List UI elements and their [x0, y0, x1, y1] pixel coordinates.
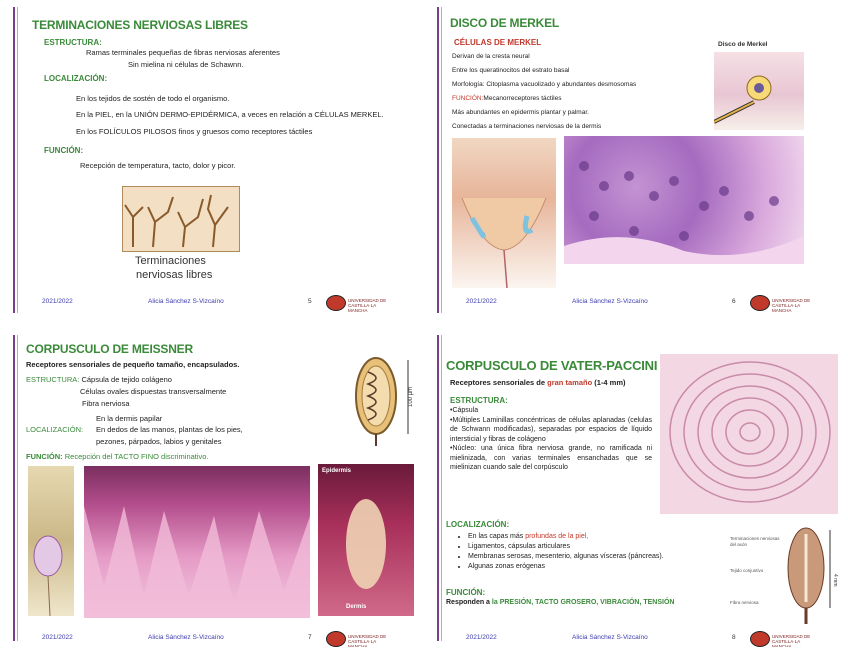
estructura-line: Fibra nerviosa: [82, 399, 130, 408]
nerve-branches-drawing: [123, 187, 239, 251]
footer-page-number: 8: [732, 634, 736, 641]
footer-page-number: 6: [732, 298, 736, 305]
estructura-row: [26, 375, 172, 385]
footer-year: 2021/2022: [42, 634, 73, 641]
slide-accent-bar: [13, 335, 15, 641]
footer-year: 2021/2022: [42, 298, 73, 305]
estructura-label: ESTRUCTURA:: [44, 38, 102, 47]
free-nerve-endings-figure: [122, 186, 240, 252]
slide-footer: [8, 631, 420, 645]
text-highlight: la PRESIÓN, TACTO GROSERO, VIBRACIÓN, TENSIÓN: [491, 599, 675, 606]
text-line: Más abundantes en epidermis plantar y palmar.: [452, 109, 589, 116]
estructura-label: ESTRUCTURA:: [450, 396, 508, 405]
text-line: [450, 378, 626, 388]
list-item: • En las capas más profundas de la piel,: [468, 532, 664, 542]
cell-nuclei: [564, 136, 804, 264]
estructura-line: Cápsula de tejido colágeno: [81, 375, 172, 384]
footer-year: 2021/2022: [466, 634, 497, 641]
slide-accent-bar-gold: [441, 335, 442, 641]
slide-title: TERMINACIONES NERVIOSAS LIBRES: [32, 18, 248, 32]
slide-footer: [432, 631, 844, 645]
footer-author: Alicia Sánchez S-Vizcaíno: [572, 298, 648, 305]
scale-label: 100 µm: [408, 386, 414, 407]
text-line: Conectadas a terminaciones nerviosas de la dermis: [452, 123, 602, 130]
estructura-line: Sin mielina ni células de Schawnn.: [128, 60, 244, 69]
funcion-row: [26, 452, 209, 462]
text-line: Derivan de la cresta neural: [452, 53, 530, 60]
localizacion-label: LOCALIZACIÓN:: [446, 520, 510, 529]
text-highlight: gran tamaño: [547, 378, 593, 387]
footer-author: Alicia Sánchez S-Vizcaíno: [148, 298, 224, 305]
slide-8[interactable]: [432, 332, 844, 647]
loc-line: En dedos de las manos, plantas de los pies,: [96, 425, 243, 434]
epidermis-label: Epidermis: [322, 468, 352, 474]
slide-accent-bar: [437, 7, 439, 313]
slide-title: CORPUSCULO DE MEISSNER: [26, 342, 193, 356]
loc-line: En los FOLÍCULOS PILOSOS finos y gruesos como receptores táctiles: [76, 127, 313, 136]
list-item: • Ligamentos, cápsulas articulares: [468, 542, 664, 552]
slide-footer: [432, 295, 844, 313]
loc-line: En los tejidos de sostén de todo el organismo.: [76, 94, 230, 103]
funcion-line: [446, 598, 674, 608]
diagram-label: Fibra nerviosa: [730, 600, 759, 605]
university-logo-icon: [326, 295, 346, 311]
university-logo-icon: [326, 631, 346, 647]
scale-label: 4 mm: [832, 574, 838, 587]
dermis-label: Dermis: [346, 604, 367, 610]
slide-accent-bar-gold: [17, 335, 18, 641]
funcion-label: FUNCIÓN:: [44, 146, 84, 155]
meissner-papilla-image: [318, 464, 414, 616]
estructura-line: Ramas terminales pequeñas de fibras nerviosas aferentes: [86, 48, 280, 57]
merkel-disc-diagram: [714, 52, 804, 130]
text-part: Receptores sensoriales de: [450, 378, 548, 387]
meissner-corpuscle-diagram: [348, 352, 418, 446]
meissner-small-image: [28, 466, 74, 616]
slide-5[interactable]: [8, 4, 420, 319]
merkel-skin-illustration: [452, 138, 556, 288]
slide-accent-bar: [13, 7, 15, 313]
merkel-cells-label: CÉLULAS DE MERKEL: [454, 38, 542, 47]
loc-line: pezones, párpados, labios y genitales: [96, 437, 222, 446]
loc-line: En la dermis papilar: [96, 414, 163, 423]
slide-6[interactable]: [432, 4, 844, 319]
slide-title: DISCO DE MERKEL: [450, 16, 560, 30]
meissner-histology-image: [84, 466, 310, 618]
slide-accent-bar-gold: [17, 7, 18, 313]
estructura-block: [450, 406, 652, 473]
estructura-line: •Núcleo: una única fibra nerviosa grande, no ramificada ni mielinizada, con varias terminales ensanchadas que se mielinizan cuando sale del corpúsculo: [450, 445, 652, 471]
funcion-label: FUNCIÓN:: [452, 95, 484, 102]
funcion-text: Mecanorreceptores táctiles: [483, 95, 562, 102]
university-logo-icon: [750, 631, 770, 647]
footer-page-number: 7: [308, 634, 312, 641]
text-line: Morfología: Citoplasma vacuolizado y abundantes desmosomas: [452, 81, 637, 88]
slide-accent-bar: [437, 335, 439, 641]
list-item: • Algunas zonas erógenas: [468, 562, 664, 572]
university-name: UNIVERSIDAD DE CASTILLA·LA MANCHA: [348, 634, 387, 647]
slide-title: CORPUSCULO DE VATER-PACCINI: [446, 358, 658, 373]
slide-accent-bar-gold: [441, 7, 442, 313]
university-name: UNIVERSIDAD DE CASTILLA·LA MANCHA: [772, 634, 811, 647]
text-part: Responden a: [446, 599, 492, 606]
funcion-text: Recepción del TACTO FINO discriminativo.: [64, 452, 209, 461]
localizacion-label: LOCALIZACIÓN:: [26, 425, 84, 434]
footer-year: 2021/2022: [466, 298, 497, 305]
footer-author: Alicia Sánchez S-Vizcaíno: [148, 634, 224, 641]
funcion-line: Recepción de temperatura, tacto, dolor y picor.: [80, 161, 236, 170]
estructura-label: ESTRUCTURA:: [26, 375, 80, 384]
pacinian-diagram: [726, 524, 842, 624]
diagram-title: Disco de Merkel: [718, 41, 768, 48]
slide-footer: [8, 295, 420, 313]
footer-page-number: 5: [308, 298, 312, 305]
university-name: UNIVERSIDAD DE CASTILLA·LA MANCHA: [348, 298, 387, 313]
estructura-line: •Cápsula: [450, 407, 479, 414]
merkel-histology-image: [564, 136, 804, 264]
estructura-line: Células ovales dispuestas transversalmente: [80, 387, 227, 396]
university-name: UNIVERSIDAD DE CASTILLA·LA MANCHA: [772, 298, 811, 313]
localizacion-list: [456, 532, 664, 572]
diagram-label: Tejido conjuntivo: [730, 568, 764, 573]
estructura-line: •Múltiples Laminillas concéntricas de células aplanadas (celulas de Schwann modificadas), separadas por espacios de líquido intersticial y fibras de colágeno: [450, 416, 652, 443]
pacinian-histology-image: [660, 354, 838, 514]
localizacion-label: LOCALIZACIÓN:: [44, 74, 108, 83]
slide-7[interactable]: [8, 332, 420, 647]
text-line: Receptores sensoriales de pequeño tamaño, encapsulados.: [26, 360, 240, 369]
figure-caption: nerviosas libres: [136, 269, 213, 281]
list-item: • Membranas serosas, mesenterio, algunas vísceras (páncreas).: [468, 552, 664, 562]
funcion-line: [452, 94, 561, 104]
footer-author: Alicia Sánchez S-Vizcaíno: [572, 634, 648, 641]
university-logo-icon: [750, 295, 770, 311]
text-part: (1-4 mm): [592, 378, 626, 387]
text-line: Entre los queratinocitos del estrato basal: [452, 67, 570, 74]
diagram-label: Terminaciones nerviosas del axón: [730, 536, 780, 547]
funcion-label: FUNCIÓN:: [26, 452, 63, 461]
funcion-label: FUNCIÓN:: [446, 588, 486, 597]
figure-caption: Terminaciones: [135, 255, 206, 267]
loc-line: En la PIEL, en la UNIÓN DERMO-EPIDÉRMICA, a veces en relación a CÉLULAS MERKEL.: [76, 110, 384, 119]
